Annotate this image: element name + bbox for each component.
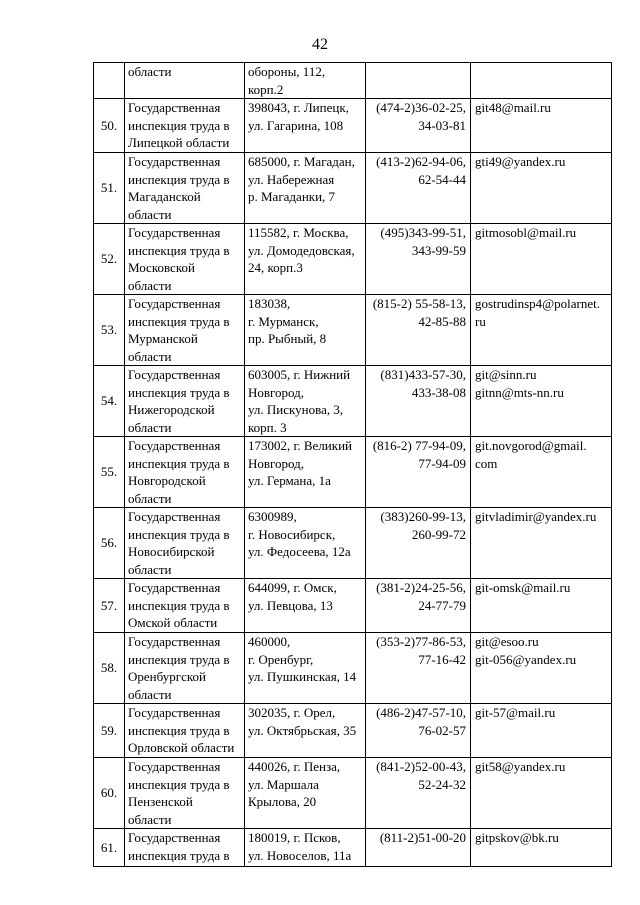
email-link[interactable]: git@sinn.ru gitnn@mts-nn.ru [471, 366, 612, 437]
email-link[interactable]: gostrudinsp4@polarnet. ru [471, 295, 612, 366]
address: 603005, г. Нижний Новгород, ул. Пискунова, 3, корп. 3 [245, 366, 366, 437]
table-row [94, 99, 612, 153]
address: 398043, г. Липецк, ул. Гагарина, 108 [245, 99, 366, 153]
email-link[interactable]: gitpskov@bk.ru [471, 829, 612, 867]
phone: (353-2)77-86-53, 77-16-42 [366, 633, 471, 704]
table-row [94, 366, 612, 437]
email-link[interactable]: git.novgorod@gmail. com [471, 437, 612, 508]
email-link[interactable]: git-omsk@mail.ru [471, 579, 612, 633]
address: обороны, 112, корп.2 [245, 63, 366, 99]
inspection-name: Государственная инспекция труда в Оренбургской области [125, 633, 245, 704]
phone: (486-2)47-57-10, 76-02-57 [366, 704, 471, 758]
address: 6300989, г. Новосибирск, ул. Федосеева, 12а [245, 508, 366, 579]
email-link[interactable]: gitvladimir@yandex.ru [471, 508, 612, 579]
address: 644099, г. Омск, ул. Певцова, 13 [245, 579, 366, 633]
table-row [94, 508, 612, 579]
inspection-name: Государственная инспекция труда в Пензенской области [125, 758, 245, 829]
phone: (816-2) 77-94-09, 77-94-09 [366, 437, 471, 508]
address: 115582, г. Москва, ул. Домодедовская, 24, корп.3 [245, 224, 366, 295]
address: 460000, г. Оренбург, ул. Пушкинская, 14 [245, 633, 366, 704]
inspection-name: области [125, 63, 245, 99]
row-number: 53. [94, 295, 125, 366]
inspection-name: Государственная инспекция труда в [125, 829, 245, 867]
row-number: 56. [94, 508, 125, 579]
table-row [94, 633, 612, 704]
row-number: 59. [94, 704, 125, 758]
table-row [94, 153, 612, 224]
email-link[interactable]: git-57@mail.ru [471, 704, 612, 758]
table-row [94, 224, 612, 295]
table-row [94, 829, 612, 867]
inspection-name: Государственная инспекция труда в Мурманской области [125, 295, 245, 366]
address: 183038, г. Мурманск, пр. Рыбный, 8 [245, 295, 366, 366]
email-link[interactable]: git48@mail.ru [471, 99, 612, 153]
email-link[interactable]: git58@yandex.ru [471, 758, 612, 829]
row-number: 60. [94, 758, 125, 829]
row-number: 55. [94, 437, 125, 508]
phone: (831)433-57-30, 433-38-08 [366, 366, 471, 437]
email-link[interactable]: gitmosobl@mail.ru [471, 224, 612, 295]
inspection-name: Государственная инспекция труда в Новгородской области [125, 437, 245, 508]
address: 685000, г. Магадан, ул. Набережная р. Магаданки, 7 [245, 153, 366, 224]
phone: (815-2) 55-58-13, 42-85-88 [366, 295, 471, 366]
email [471, 63, 612, 99]
inspection-name: Государственная инспекция труда в Омской области [125, 579, 245, 633]
row-number: 58. [94, 633, 125, 704]
phone: (413-2)62-94-06, 62-54-44 [366, 153, 471, 224]
email-link[interactable]: gti49@yandex.ru [471, 153, 612, 224]
table-row [94, 63, 612, 99]
phone: (381-2)24-25-56, 24-77-79 [366, 579, 471, 633]
page-number: 42 [312, 36, 328, 53]
phone: (495)343-99-51, 343-99-59 [366, 224, 471, 295]
address: 180019, г. Псков, ул. Новоселов, 11а [245, 829, 366, 867]
row-number: 52. [94, 224, 125, 295]
inspection-name: Государственная инспекция труда в Новосибирской области [125, 508, 245, 579]
table-row [94, 437, 612, 508]
table-body [94, 63, 612, 867]
address: 440026, г. Пенза, ул. Маршала Крылова, 20 [245, 758, 366, 829]
phone: (841-2)52-00-43, 52-24-32 [366, 758, 471, 829]
phone: (474-2)36-02-25, 34-03-81 [366, 99, 471, 153]
inspection-name: Государственная инспекция труда в Московской области [125, 224, 245, 295]
phone: (383)260-99-13, 260-99-72 [366, 508, 471, 579]
table-row [94, 579, 612, 633]
row-number: 57. [94, 579, 125, 633]
address: 173002, г. Великий Новгород, ул. Германа, 1а [245, 437, 366, 508]
address: 302035, г. Орел, ул. Октябрьская, 35 [245, 704, 366, 758]
inspection-name: Государственная инспекция труда в Липецкой области [125, 99, 245, 153]
table-row [94, 704, 612, 758]
row-number [94, 63, 125, 99]
phone [366, 63, 471, 99]
row-number: 61. [94, 829, 125, 867]
row-number: 51. [94, 153, 125, 224]
email-link[interactable]: git@esoo.ru git-056@yandex.ru [471, 633, 612, 704]
row-number: 50. [94, 99, 125, 153]
phone: (811-2)51-00-20 [366, 829, 471, 867]
row-number: 54. [94, 366, 125, 437]
inspection-name: Государственная инспекция труда в Магаданской области [125, 153, 245, 224]
table-row [94, 758, 612, 829]
table-row [94, 295, 612, 366]
inspection-name: Государственная инспекция труда в Нижегородской области [125, 366, 245, 437]
inspections-table [93, 62, 612, 867]
inspection-name: Государственная инспекция труда в Орловской области [125, 704, 245, 758]
